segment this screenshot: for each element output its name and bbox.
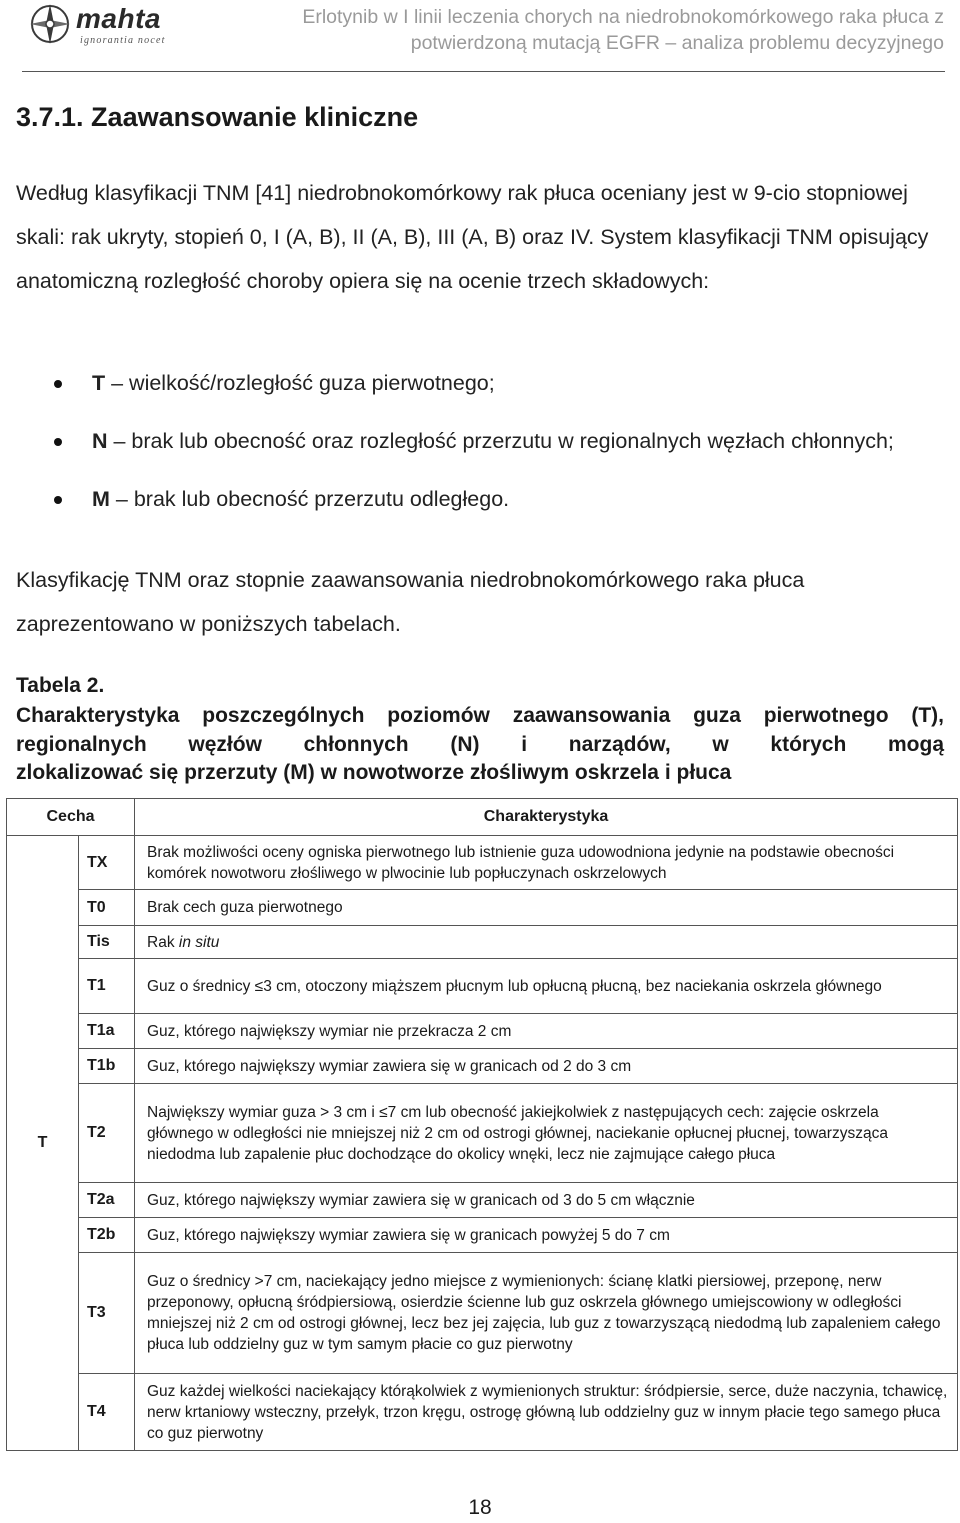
document-title: Erlotynib w I linii leczenia chorych na niedrobnokomórkowego raka płuca z potwierdzoną mutacją EGFR – analiza problemu decyzyjnego	[302, 6, 944, 54]
table-row	[7, 1084, 958, 1183]
table-header-row	[7, 799, 958, 836]
list-item	[54, 484, 934, 514]
table-row	[7, 926, 958, 959]
logo-tagline: ignorantia nocet	[80, 35, 166, 46]
desc-cell	[135, 926, 958, 959]
group-cell: T	[7, 836, 79, 1451]
bullet-icon	[54, 380, 62, 388]
table-row	[7, 1218, 958, 1253]
bullet-icon	[54, 438, 62, 446]
code-cell: Tis	[79, 926, 135, 959]
table-row	[7, 1049, 958, 1084]
code-cell: T2b	[79, 1218, 135, 1253]
code-cell: T1b	[79, 1049, 135, 1084]
list-item-key: N	[92, 429, 108, 453]
desc-cell: Guz, którego największy wymiar zawiera się w granicach od 3 do 5 cm włącznie	[135, 1183, 958, 1218]
table-row	[7, 959, 958, 1014]
logo-wordmark: mahta	[76, 3, 161, 34]
compass-icon	[28, 2, 72, 46]
page-header	[0, 0, 960, 76]
desc-cell: Guz, którego największy wymiar zawiera się w granicach od 2 do 3 cm	[135, 1049, 958, 1084]
header-divider	[22, 71, 945, 72]
table-row	[7, 890, 958, 926]
code-cell: T0	[79, 890, 135, 926]
code-cell: T3	[79, 1253, 135, 1374]
code-cell: T4	[79, 1374, 135, 1451]
list-item-text: – brak lub obecność przerzutu odległego.	[109, 487, 510, 511]
desc-cell: Guz, którego największy wymiar zawiera się w granicach powyżej 5 do 7 cm	[135, 1218, 958, 1253]
desc-italic: in situ	[178, 933, 220, 951]
table-row	[7, 836, 958, 890]
list-item	[54, 368, 934, 398]
table-row	[7, 1014, 958, 1049]
desc-cell: Brak cech guza pierwotnego	[135, 890, 958, 926]
intro-paragraph: Według klasyfikacji TNM [41] niedrobnokomórkowy rak płuca oceniany jest w 9-cio stopniowej skali: rak ukryty, stopień 0, I (A, B), II (A, B), III (A, B) oraz IV. System klasyfikacji TNM opisujący anatomiczną rozległość choroby opiera się na ocenie trzech składowych:	[16, 181, 929, 293]
table-caption	[16, 702, 944, 788]
table-row	[7, 1374, 958, 1451]
list-item-key: M	[92, 487, 110, 511]
list-item-key: T	[92, 371, 106, 395]
outro-paragraph: Klasyfikację TNM oraz stopnie zaawansowania niedrobnokomórkowego raka płuca zaprezentowano w poniższych tabelach.	[16, 568, 805, 636]
list-item-text: – wielkość/rozległość guza pierwotnego;	[105, 371, 495, 395]
code-cell: T1a	[79, 1014, 135, 1049]
mahta-logo	[24, 2, 194, 46]
table-caption-last: zlokalizować się przerzuty (M) w nowotworze złośliwym oskrzela i płuca	[16, 761, 732, 784]
desc-cell: Największy wymiar guza > 3 cm i ≤7 cm lub obecność jakiejkolwiek z następujących cech: zajęcie oskrzela głównego w odległości nie mniejszej niż 2 cm od ostrogi głównej, naciekanie opłucnej płucnej, towarzysząca niedodma lub zapalenie płuc dochodzące do okolicy wnęki, lecz nie zajmujące całego płuca	[135, 1084, 958, 1183]
table-caption-main: Charakterystyka poszczególnych poziomów zaawansowania guza pierwotnego (T), regionalnych węzłów chłonnych (N) i narządów, w których mogą	[16, 704, 944, 756]
page-number: 18	[468, 1496, 492, 1519]
tnm-component-list	[54, 368, 934, 514]
desc-cell: Guz każdej wielkości naciekający którąkolwiek z wymienionych struktur: śródpiersie, serce, duże naczynia, tchawicę, nerw krtaniowy wsteczny, przełyk, trzon kręgu, ostrogę główną lub oddzielny guz w innym płacie tego samego płuca co guz pierwotny	[135, 1374, 958, 1451]
code-cell: TX	[79, 836, 135, 890]
code-cell: T1	[79, 959, 135, 1014]
code-cell: T2a	[79, 1183, 135, 1218]
desc-cell: Guz, którego największy wymiar nie przekracza 2 cm	[135, 1014, 958, 1049]
list-item	[54, 426, 934, 456]
table-label: Tabela 2.	[16, 674, 105, 697]
section-title: 3.7.1. Zaawansowanie kliniczne	[16, 102, 419, 132]
desc-cell: Brak możliwości oceny ogniska pierwotnego lub istnienie guza udowodniona jedynie na podstawie obecności komórek nowotworu złośliwego w plwocinie lub popłuczynach oskrzelowych	[135, 836, 958, 890]
tnm-table	[6, 798, 958, 1451]
bullet-icon	[54, 496, 62, 504]
desc-cell: Guz o średnicy ≤3 cm, otoczony miąższem płucnym lub opłucną płucną, bez naciekania oskrzela głównego	[135, 959, 958, 1014]
list-item-text: – brak lub obecność oraz rozległość przerzutu w regionalnych węzłach chłonnych;	[107, 429, 894, 453]
desc-text: Rak	[147, 933, 179, 951]
code-cell: T2	[79, 1084, 135, 1183]
table-row	[7, 1183, 958, 1218]
table-row	[7, 1253, 958, 1374]
header-feature: Cecha	[7, 799, 135, 836]
desc-cell: Guz o średnicy >7 cm, naciekający jedno miejsce z wymienionych: ścianę klatki piersiowej, przeponę, nerw przeponowy, opłucną śródpiersiową, osierdzie ścienne lub guz oskrzela głównego umiejscowiony w odległości mniejszej niż 2 cm od ostrogi głównej, lecz bez jej zajęcia, lub guz z towarzyszącą niedodmą lub zapaleniem całego płuca lub oddzielny guz w tym samym płacie co guz pierwotny	[135, 1253, 958, 1374]
header-description: Charakterystyka	[135, 799, 958, 836]
